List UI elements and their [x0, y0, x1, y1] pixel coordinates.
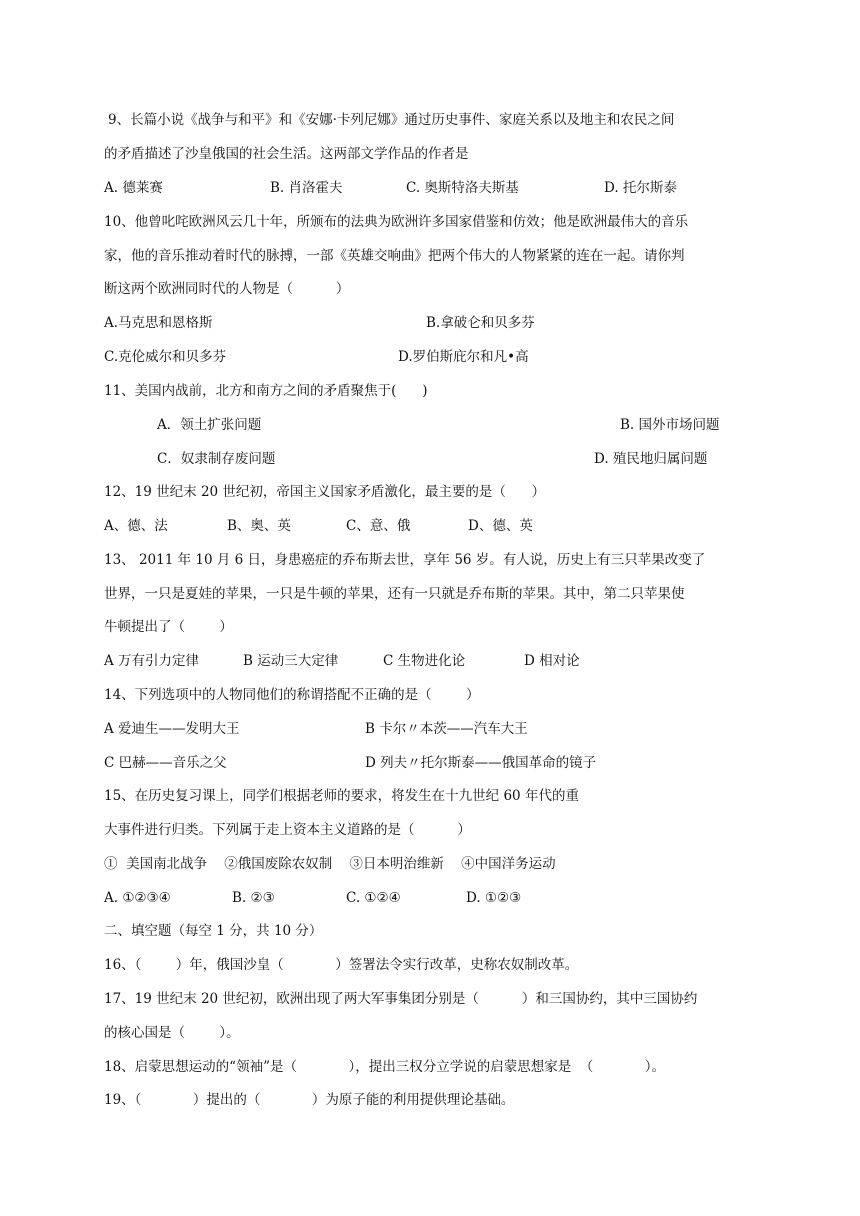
- q17-line-1: 17、19 世纪末 20 世纪初，欧洲出现了两大军事集团分别是（ ）和三国协约，其中三国协约: [104, 991, 698, 1007]
- q10-option-b: B.拿破仑和贝多芬: [426, 315, 535, 331]
- q14-option-c: C 巴赫——音乐之父: [104, 755, 227, 771]
- q9-option-b: B. 肖洛霍夫: [270, 180, 343, 196]
- q13-line-3: 牛顿提出了（ ）: [104, 619, 233, 635]
- q10-line-1: 10、他曾叱咤欧洲风云几十年，所颁布的法典为欧洲许多国家借鉴和仿效；他是欧洲最伟大的音乐: [104, 214, 689, 230]
- q11-option-c: C．奴隶制存废问题: [157, 451, 276, 467]
- q12-option-a: A、德、法: [104, 518, 168, 534]
- q15-option-d: D. ①②③: [466, 890, 522, 906]
- q12-option-c: C、意、俄: [346, 518, 411, 534]
- q16-line: 16、（ ）年，俄国沙皇（ ）签署法令实行改革，史称农奴制改革。: [104, 957, 579, 973]
- q11-option-d: D. 殖民地归属问题: [594, 451, 708, 467]
- q14-option-b: B 卡尔〃本茨——汽车大王: [365, 721, 528, 737]
- q13-option-b: B 运动三大定律: [243, 653, 339, 669]
- q11-line-1: 11、美国内战前，北方和南方之间的矛盾聚焦于( ): [104, 383, 428, 399]
- q10-line-3: 断这两个欧洲同时代的人物是（ ）: [104, 281, 350, 297]
- q10-line-2: 家，他的音乐推动着时代的脉搏，一部《英雄交响曲》把两个伟大的人物紧紧的连在一起。请你判: [104, 248, 685, 264]
- q13-option-d: D 相对论: [524, 653, 580, 669]
- section-heading: 二、填空题（每空 1 分，共 10 分）: [104, 923, 323, 939]
- q12-option-b: B、奥、英: [227, 518, 291, 534]
- q15-option-b: B. ②③: [232, 890, 275, 906]
- q13-line-2: 世界，一只是夏娃的苹果，一只是牛顿的苹果，还有一只就是乔布斯的苹果。其中，第二只苹果使: [104, 586, 685, 602]
- q12-line-1: 12、19 世纪末 20 世纪初，帝国主义国家矛盾激化，最主要的是（ ）: [104, 484, 546, 500]
- q11-option-b: B. 国外市场问题: [620, 417, 720, 433]
- q17-line-2: 的核心国是（ ）。: [104, 1025, 240, 1041]
- q10-option-a: A.马克思和恩格斯: [104, 315, 213, 331]
- q15-option-a: A. ①②③④: [104, 890, 171, 906]
- q14-line-1: 14、下列选项中的人物同他们的称谓搭配不正确的是（ ）: [104, 687, 480, 703]
- q10-option-c: C.克伦威尔和贝多芬: [104, 349, 227, 365]
- q19-line: 19、（ ）提出的（ ）为原子能的利用提供理论基础。: [104, 1092, 515, 1108]
- q9-option-c: C. 奥斯特洛夫斯基: [406, 180, 519, 196]
- q14-option-a: A 爱迪生——发明大王: [104, 721, 240, 737]
- q11-option-a: A．领土扩张问题: [157, 417, 262, 433]
- q9-option-a: A. 德莱赛: [104, 180, 163, 196]
- q13-line-1: 13、 2011 年 10 月 6 日，身患癌症的乔布斯去世，享年 56 岁。有人说，历史上有三只苹果改变了: [104, 552, 706, 568]
- q9-line-2: 的矛盾描述了沙皇俄国的社会生活。这两部文学作品的作者是: [104, 146, 469, 162]
- q9-option-d: D. 托尔斯泰: [604, 180, 677, 196]
- q13-option-c: C 生物进化论: [383, 653, 466, 669]
- q15-option-c: C. ①②④: [346, 890, 401, 906]
- q18-line: 18、启蒙思想运动的“领袖”是（ ），提出三权分立学说的启蒙思想家是 （ ）。: [104, 1059, 666, 1075]
- q10-option-d: D.罗伯斯庇尔和凡•高: [398, 349, 529, 365]
- q15-line-2: 大事件进行归类。下列属于走上资本主义道路的是（ ）: [104, 822, 471, 838]
- q13-option-a: A 万有引力定律: [104, 653, 200, 669]
- q15-items: ① 美国南北战争 ②俄国废除农奴制 ③日本明治维新 ④中国洋务运动: [104, 856, 556, 872]
- q14-option-d: D 列夫〃托尔斯泰——俄国革命的镜子: [365, 755, 597, 771]
- q12-option-d: D、德、英: [468, 518, 533, 534]
- q15-line-1: 15、在历史复习课上，同学们根据老师的要求，将发生在十九世纪 60 年代的重: [104, 788, 579, 804]
- q9-line-1: 9、长篇小说《战争与和平》和《安娜·卡列尼娜》通过历史事件、家庭关系以及地主和农民之间: [108, 112, 675, 128]
